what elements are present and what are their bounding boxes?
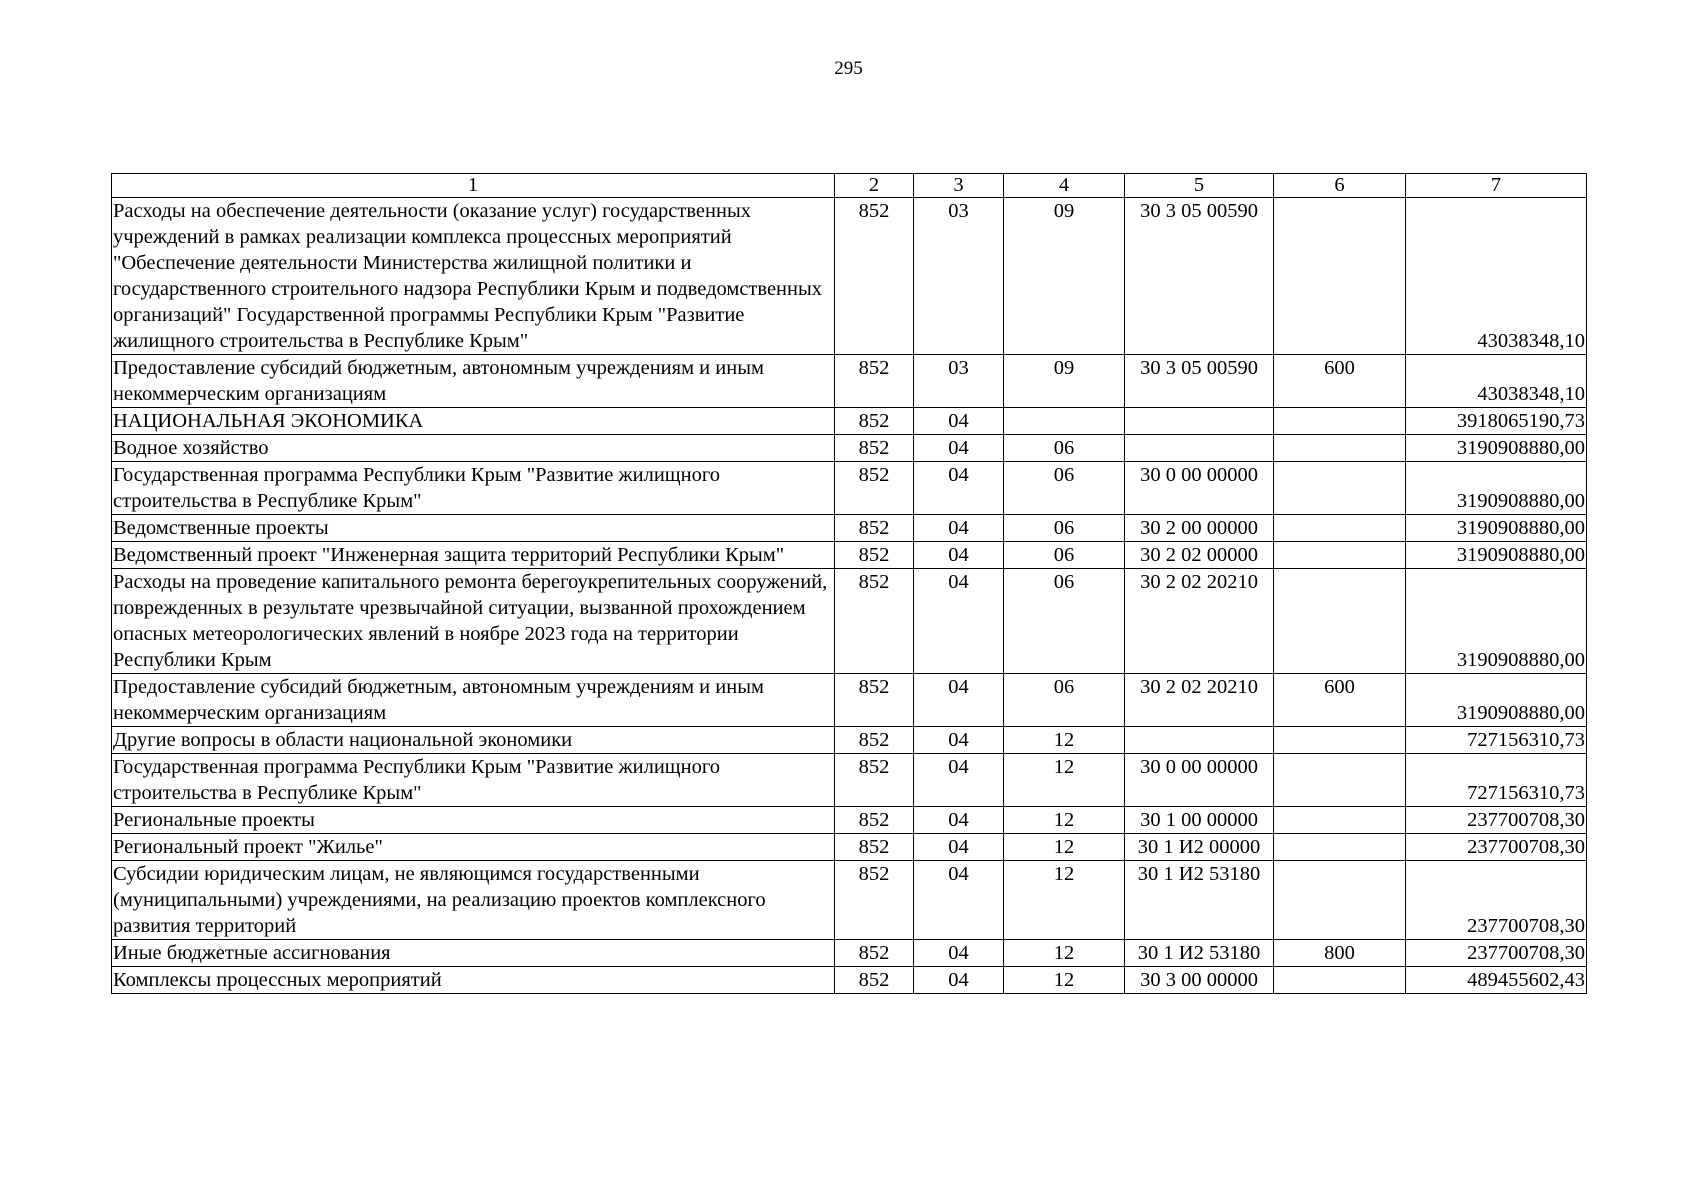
target-article-code: 30 2 02 20210 — [1125, 569, 1274, 674]
row-name: Региональные проекты — [112, 807, 835, 834]
section-code: 04 — [914, 861, 1004, 940]
expense-type-code: 800 — [1274, 940, 1406, 967]
amount: 43038348,10 — [1406, 198, 1587, 355]
table-row — [112, 355, 1587, 408]
ministry-code: 852 — [835, 515, 914, 542]
expense-type-code — [1274, 515, 1406, 542]
expense-type-code — [1274, 569, 1406, 674]
section-code: 04 — [914, 967, 1004, 994]
amount: 489455602,43 — [1406, 967, 1587, 994]
target-article-code: 30 2 02 20210 — [1125, 674, 1274, 727]
target-article-code: 30 2 02 00000 — [1125, 542, 1274, 569]
section-code: 04 — [914, 435, 1004, 462]
section-code: 04 — [914, 754, 1004, 807]
amount: 3190908880,00 — [1406, 674, 1587, 727]
section-code: 04 — [914, 834, 1004, 861]
subsection-code: 12 — [1004, 727, 1125, 754]
row-name: Ведомственные проекты — [112, 515, 835, 542]
subsection-code: 12 — [1004, 807, 1125, 834]
ministry-code: 852 — [835, 435, 914, 462]
section-code: 04 — [914, 462, 1004, 515]
subsection-code: 06 — [1004, 462, 1125, 515]
amount: 3190908880,00 — [1406, 515, 1587, 542]
column-header: 4 — [1004, 174, 1125, 198]
expense-type-code — [1274, 967, 1406, 994]
table-row — [112, 198, 1587, 355]
row-name: НАЦИОНАЛЬНАЯ ЭКОНОМИКА — [112, 408, 835, 435]
subsection-code: 09 — [1004, 198, 1125, 355]
expense-type-code: 600 — [1274, 674, 1406, 727]
amount: 3918065190,73 — [1406, 408, 1587, 435]
table-row — [112, 462, 1587, 515]
subsection-code: 12 — [1004, 861, 1125, 940]
subsection-code: 06 — [1004, 569, 1125, 674]
section-code: 03 — [914, 198, 1004, 355]
row-name: Водное хозяйство — [112, 435, 835, 462]
section-code: 04 — [914, 515, 1004, 542]
target-article-code — [1125, 435, 1274, 462]
target-article-code: 30 3 05 00590 — [1125, 355, 1274, 408]
ministry-code: 852 — [835, 727, 914, 754]
ministry-code: 852 — [835, 542, 914, 569]
page-number: 295 — [834, 58, 863, 79]
table-row — [112, 569, 1587, 674]
expense-type-code — [1274, 542, 1406, 569]
expense-type-code: 600 — [1274, 355, 1406, 408]
column-header: 3 — [914, 174, 1004, 198]
section-code: 04 — [914, 674, 1004, 727]
expense-type-code — [1274, 435, 1406, 462]
row-name: Предоставление субсидий бюджетным, автономным учреждениям и иным некоммерческим организациям — [112, 674, 835, 727]
subsection-code: 06 — [1004, 542, 1125, 569]
ministry-code: 852 — [835, 834, 914, 861]
expense-type-code — [1274, 807, 1406, 834]
section-code: 04 — [914, 542, 1004, 569]
ministry-code: 852 — [835, 408, 914, 435]
subsection-code: 12 — [1004, 754, 1125, 807]
amount: 727156310,73 — [1406, 727, 1587, 754]
budget-table — [111, 173, 1587, 994]
row-name: Государственная программа Республики Крым "Развитие жилищного строительства в Республике Крым" — [112, 754, 835, 807]
target-article-code — [1125, 408, 1274, 435]
ministry-code: 852 — [835, 462, 914, 515]
subsection-code: 12 — [1004, 834, 1125, 861]
row-name: Региональный проект "Жилье" — [112, 834, 835, 861]
subsection-code — [1004, 408, 1125, 435]
expense-type-code — [1274, 408, 1406, 435]
table-body — [112, 198, 1587, 994]
amount: 3190908880,00 — [1406, 435, 1587, 462]
section-code: 04 — [914, 408, 1004, 435]
ministry-code: 852 — [835, 754, 914, 807]
column-header: 5 — [1125, 174, 1274, 198]
table-row — [112, 542, 1587, 569]
row-name: Расходы на проведение капитального ремонта берегоукрепительных сооружений, поврежденных в результате чрезвычайной ситуации, вызванной прохождением опасных метеорологических явлений в ноябре 2023 года на территории Республики Крым — [112, 569, 835, 674]
target-article-code: 30 3 00 00000 — [1125, 967, 1274, 994]
ministry-code: 852 — [835, 355, 914, 408]
section-code: 04 — [914, 940, 1004, 967]
table-row — [112, 727, 1587, 754]
row-name: Государственная программа Республики Крым "Развитие жилищного строительства в Республике Крым" — [112, 462, 835, 515]
expense-type-code — [1274, 754, 1406, 807]
row-name: Предоставление субсидий бюджетным, автономным учреждениям и иным некоммерческим организациям — [112, 355, 835, 408]
subsection-code: 06 — [1004, 515, 1125, 542]
amount: 237700708,30 — [1406, 834, 1587, 861]
amount: 237700708,30 — [1406, 807, 1587, 834]
target-article-code: 30 3 05 00590 — [1125, 198, 1274, 355]
column-header: 7 — [1406, 174, 1587, 198]
target-article-code: 30 1 00 00000 — [1125, 807, 1274, 834]
column-number-row — [112, 174, 1587, 198]
table-row — [112, 861, 1587, 940]
expense-type-code — [1274, 462, 1406, 515]
expense-type-code — [1274, 834, 1406, 861]
table-row — [112, 807, 1587, 834]
table-row — [112, 940, 1587, 967]
subsection-code: 06 — [1004, 435, 1125, 462]
section-code: 04 — [914, 727, 1004, 754]
subsection-code: 06 — [1004, 674, 1125, 727]
ministry-code: 852 — [835, 861, 914, 940]
amount: 237700708,30 — [1406, 940, 1587, 967]
amount: 3190908880,00 — [1406, 569, 1587, 674]
row-name: Ведомственный проект "Инженерная защита территорий Республики Крым" — [112, 542, 835, 569]
expense-type-code — [1274, 861, 1406, 940]
ministry-code: 852 — [835, 967, 914, 994]
row-name: Расходы на обеспечение деятельности (оказание услуг) государственных учреждений в рамках реализации комплекса процессных мероприятий "Обеспечение деятельности Министерства жилищной политики и государственного строительного надзора Республики Крым и подведомственных организаций" Государственной программы Республики Крым "Развитие жилищного строительства в Республике Крым" — [112, 198, 835, 355]
section-code: 03 — [914, 355, 1004, 408]
amount: 3190908880,00 — [1406, 542, 1587, 569]
expense-type-code — [1274, 198, 1406, 355]
column-header: 6 — [1274, 174, 1406, 198]
ministry-code: 852 — [835, 674, 914, 727]
row-name: Комплексы процессных мероприятий — [112, 967, 835, 994]
column-header: 2 — [835, 174, 914, 198]
subsection-code: 12 — [1004, 967, 1125, 994]
target-article-code: 30 1 И2 00000 — [1125, 834, 1274, 861]
row-name: Субсидии юридическим лицам, не являющимся государственными (муниципальными) учреждениями, на реализацию проектов комплексного развития территорий — [112, 861, 835, 940]
ministry-code: 852 — [835, 569, 914, 674]
table-row — [112, 515, 1587, 542]
target-article-code: 30 1 И2 53180 — [1125, 861, 1274, 940]
section-code: 04 — [914, 807, 1004, 834]
section-code: 04 — [914, 569, 1004, 674]
subsection-code: 12 — [1004, 940, 1125, 967]
table-row — [112, 435, 1587, 462]
amount: 727156310,73 — [1406, 754, 1587, 807]
amount: 237700708,30 — [1406, 861, 1587, 940]
expense-type-code — [1274, 727, 1406, 754]
row-name: Другие вопросы в области национальной экономики — [112, 727, 835, 754]
target-article-code: 30 2 00 00000 — [1125, 515, 1274, 542]
target-article-code: 30 0 00 00000 — [1125, 462, 1274, 515]
ministry-code: 852 — [835, 807, 914, 834]
table-row — [112, 967, 1587, 994]
amount: 43038348,10 — [1406, 355, 1587, 408]
ministry-code: 852 — [835, 198, 914, 355]
target-article-code — [1125, 727, 1274, 754]
ministry-code: 852 — [835, 940, 914, 967]
table-row — [112, 408, 1587, 435]
target-article-code: 30 0 00 00000 — [1125, 754, 1274, 807]
target-article-code: 30 1 И2 53180 — [1125, 940, 1274, 967]
subsection-code: 09 — [1004, 355, 1125, 408]
column-header: 1 — [112, 174, 835, 198]
table-row — [112, 674, 1587, 727]
table-row — [112, 754, 1587, 807]
table-row — [112, 834, 1587, 861]
amount: 3190908880,00 — [1406, 462, 1587, 515]
row-name: Иные бюджетные ассигнования — [112, 940, 835, 967]
